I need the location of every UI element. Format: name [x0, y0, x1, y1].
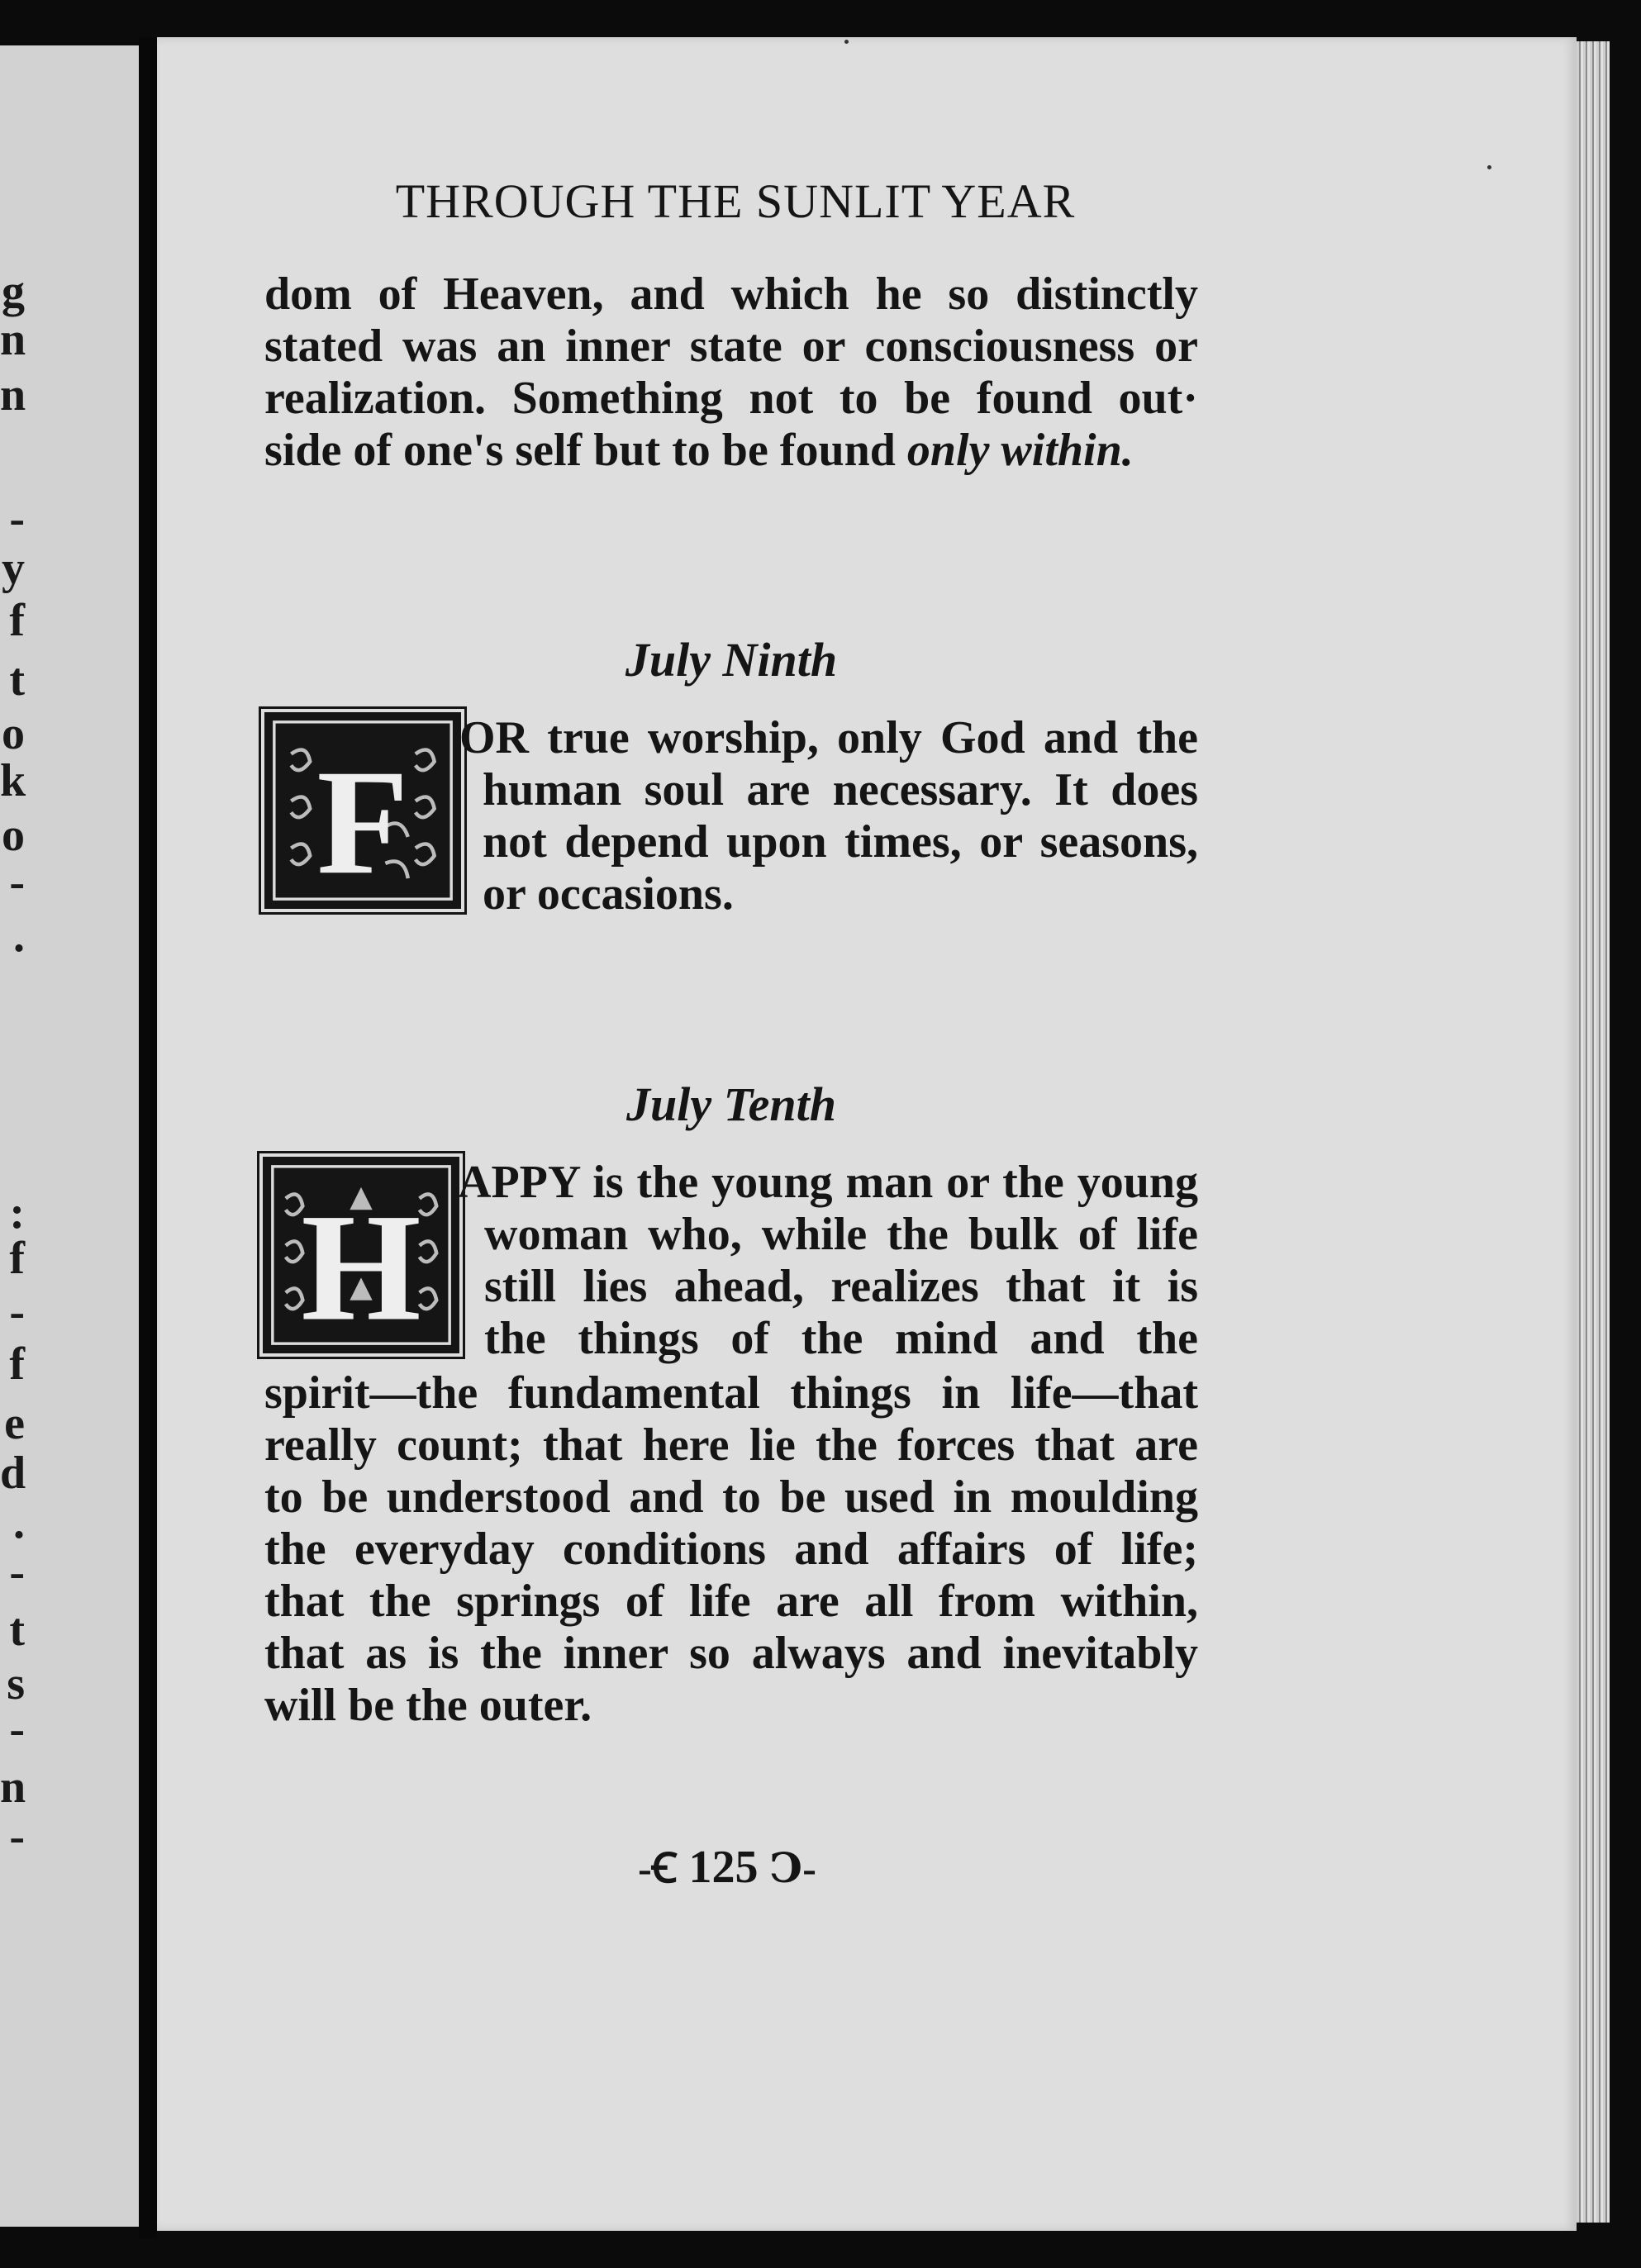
paragraph-line: spirit—the fundamental things in life—that — [264, 1367, 1198, 1419]
page-edge-stack — [1577, 41, 1610, 2223]
section-text-july-ninth — [459, 712, 1198, 920]
section-text-july-tenth-continued — [264, 1367, 1198, 1732]
facing-page-letter: - — [9, 493, 25, 544]
facing-page-letter: o — [2, 810, 25, 861]
section-title-july-ninth: July Ninth — [625, 633, 838, 687]
facing-page-letter: f — [9, 595, 25, 646]
facing-page-letter: : — [9, 1187, 25, 1239]
paragraph-line: the things of the mind and the — [484, 1313, 1198, 1364]
page-number — [628, 1838, 826, 1895]
facing-page-letter: n — [0, 314, 26, 365]
facing-page-letter: k — [0, 755, 26, 806]
paragraph-line: realization. Something not to be found out· — [264, 373, 1198, 424]
facing-page-letter: . — [13, 911, 25, 962]
paragraph-line: to be understood and to be used in moulding — [264, 1472, 1198, 1523]
drop-cap-letter: H — [301, 1182, 421, 1349]
opening-paragraph — [264, 269, 1198, 477]
facing-page-letter: f — [9, 1233, 25, 1284]
facing-page-letter: o — [2, 708, 25, 759]
facing-page-letter: g — [2, 266, 25, 317]
paragraph-line: that the springs of life are all from within, — [264, 1576, 1198, 1627]
paragraph-line: really count; that here lie the forces that are — [264, 1419, 1198, 1471]
facing-page-letter: d — [0, 1448, 26, 1499]
paragraph-line: stated was an inner state or consciousness or — [264, 321, 1198, 372]
paragraph-line-text: side of one's self but to be found — [264, 425, 907, 476]
emphasis-text: only within. — [906, 425, 1134, 476]
facing-page-letter: s — [7, 1658, 25, 1709]
paragraph-line: OR true worship, only God and the — [459, 712, 1198, 763]
facing-page-letter: n — [0, 369, 26, 421]
ornamental-initial-f-icon — [269, 716, 457, 905]
ornamental-initial-h-icon — [267, 1161, 455, 1349]
paragraph-line: human soul are necessary. It does — [483, 764, 1198, 815]
paragraph-line: dom of Heaven, and which he so distinctly — [264, 269, 1198, 320]
facing-page-letter: t — [9, 654, 25, 706]
facing-page-letter: f — [9, 1338, 25, 1390]
facing-page-letter: - — [9, 1704, 25, 1755]
paragraph-line: APPY is the young man or the young — [458, 1157, 1198, 1208]
facing-page-letter: - — [9, 1286, 25, 1338]
paragraph-line: woman who, while the bulk of life — [484, 1209, 1198, 1260]
paragraph-line: or occasions. — [483, 868, 734, 920]
scan-speck — [1487, 165, 1491, 169]
drop-cap-letter: F — [316, 739, 409, 905]
facing-page-letter: - — [9, 1811, 25, 1862]
scan-speck — [844, 40, 849, 44]
running-head: THROUGH THE SUNLIT YEAR — [395, 174, 1076, 228]
paragraph-line: the everyday conditions and affairs of life; — [264, 1524, 1198, 1575]
facing-page-letter: . — [13, 1497, 25, 1548]
facing-page-edge — [0, 45, 139, 2227]
paragraph-line: still lies ahead, realizes that it is — [484, 1261, 1198, 1312]
facing-page-letter: e — [4, 1398, 25, 1449]
right-ornament-icon: Ↄ- — [769, 1845, 816, 1891]
scan-border — [1610, 33, 1641, 2268]
facing-page-letter: t — [9, 1605, 25, 1656]
drop-cap-f — [264, 712, 461, 909]
section-text-july-tenth — [458, 1157, 1198, 1365]
book-gutter — [139, 37, 157, 2239]
paragraph-line: that as is the inner so always and inevitably — [264, 1628, 1198, 1679]
paragraph-line: not depend upon times, or seasons, — [483, 816, 1198, 868]
facing-page-letter: n — [0, 1762, 26, 1813]
left-ornament-icon: -Ꞓ — [638, 1845, 678, 1891]
drop-cap-h — [263, 1157, 459, 1353]
facing-page-letter: y — [2, 543, 25, 594]
section-title-july-tenth: July Tenth — [625, 1077, 837, 1131]
page-number-value: 125 — [688, 1842, 759, 1893]
paragraph-line: will be the outer. — [264, 1680, 592, 1731]
facing-page-letter: - — [9, 857, 25, 908]
paragraph-line — [264, 425, 1198, 477]
facing-page-letter: - — [9, 1547, 25, 1598]
